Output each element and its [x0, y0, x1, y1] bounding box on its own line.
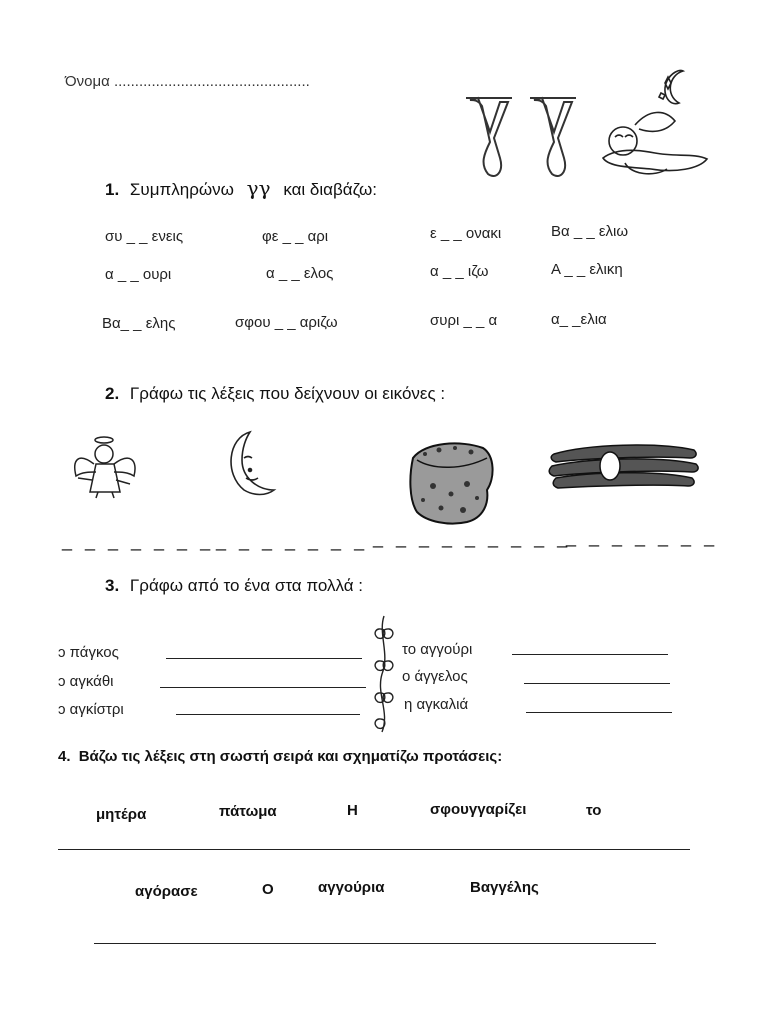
double-gamma-decoration [460, 92, 590, 187]
ex4-s2-word-1: αγόρασε [135, 883, 198, 900]
exercise4-title [58, 748, 502, 765]
ex4-answer-line-2[interactable] [94, 943, 656, 944]
ex4-s2-word-4: Βαγγέλης [470, 879, 539, 896]
ex3-left-2: ɔ αγκάθι [58, 673, 114, 690]
ex2-blank-3[interactable]: _ _ _ _ _ _ _ _ _ [373, 528, 572, 548]
ex1-word-r2c4: Α _ _ ελικη [551, 261, 623, 278]
moon-icon [220, 430, 278, 498]
exercise3-title-text: Γράφω από το ένα στα πολλά : [129, 576, 363, 595]
ex1-word-r1c2: φε _ _ αρι [262, 228, 329, 245]
ex1-word-r2c2: α _ _ ελος [266, 265, 334, 282]
ex1-word-r2c1: α _ _ ουρι [105, 266, 172, 283]
ex1-word-r1c3: ε _ _ ονακι [430, 225, 502, 242]
exercise2-number: 2. [105, 384, 120, 403]
exercise1-title-after: και διαβάζω: [283, 180, 377, 199]
ex3-left-3: ɔ αγκίστρι [58, 701, 124, 718]
sleeping-angel-icon [595, 63, 720, 183]
ex3-answer-line-left-2[interactable] [160, 687, 366, 688]
ex1-word-r2c3: α _ _ ιζω [430, 263, 489, 280]
ex3-answer-line-left-1[interactable] [166, 658, 362, 659]
ex3-answer-line-left-3[interactable] [176, 714, 360, 715]
exercise4-title-text: Βάζω τις λέξεις στη σωστή σειρά και σχηματίζω προτάσεις: [78, 748, 503, 765]
exercise1-title-letters: γγ [246, 176, 271, 200]
exercise2-title-text: Γράφω τις λέξεις που δείχνουν οι εικόνες : [129, 384, 446, 403]
ex1-word-r1c1: συ _ _ ενεις [105, 228, 184, 245]
exercise3-title [105, 576, 363, 596]
ex4-s2-word-3: αγγούρια [318, 879, 385, 896]
exercise3-number: 3. [105, 576, 120, 595]
ex4-s1-word-1: μητέρα [96, 806, 147, 823]
sponge-icon [405, 438, 497, 526]
ex4-s1-word-4: σφουγγαρίζει [430, 801, 527, 818]
name-field-label: Όνομα ............................................... [65, 73, 310, 90]
exercise4-number: 4. [58, 748, 71, 765]
ex2-blank-2[interactable]: _ _ _ _ _ _ _ [216, 531, 369, 551]
ex4-s1-word-2: πάτωμα [219, 803, 277, 820]
ex1-word-r3c4: α_ _ελια [551, 311, 607, 328]
ex4-s1-word-5: το [586, 802, 602, 819]
ex1-word-r3c1: Βα_ _ ελης [102, 315, 176, 332]
exercise1-title-before: Συμπληρώνω [129, 180, 234, 199]
angel-icon [68, 432, 148, 502]
ex2-blank-1[interactable]: _ _ _ _ _ _ _ [62, 531, 215, 551]
ex3-right-1: το αγγούρι [402, 641, 473, 658]
exercise2-title [105, 384, 445, 404]
cucumbers-icon [548, 440, 700, 490]
ex3-left-1: ɔ πάγκος [58, 644, 119, 661]
ex3-answer-line-right-2[interactable] [524, 683, 670, 684]
vine-decoration-icon [368, 614, 400, 734]
ex1-word-r3c3: συρι _ _ α [430, 312, 498, 329]
ex3-right-2: ο άγγελος [402, 668, 468, 685]
exercise1-number: 1. [105, 180, 120, 199]
ex4-s2-word-2: Ο [262, 881, 274, 898]
ex1-word-r1c4: Βα _ _ ελιω [551, 223, 629, 240]
ex3-answer-line-right-1[interactable] [512, 654, 668, 655]
ex2-blank-4[interactable]: _ _ _ _ _ _ _ [566, 527, 719, 547]
ex1-word-r3c2: σφου _ _ αριζω [235, 314, 338, 331]
ex3-right-3: η αγκαλιά [404, 696, 469, 713]
exercise1-title [105, 176, 377, 200]
ex4-answer-line-1[interactable] [58, 849, 690, 850]
ex4-s1-word-3: Η [347, 802, 358, 819]
ex3-answer-line-right-3[interactable] [526, 712, 672, 713]
